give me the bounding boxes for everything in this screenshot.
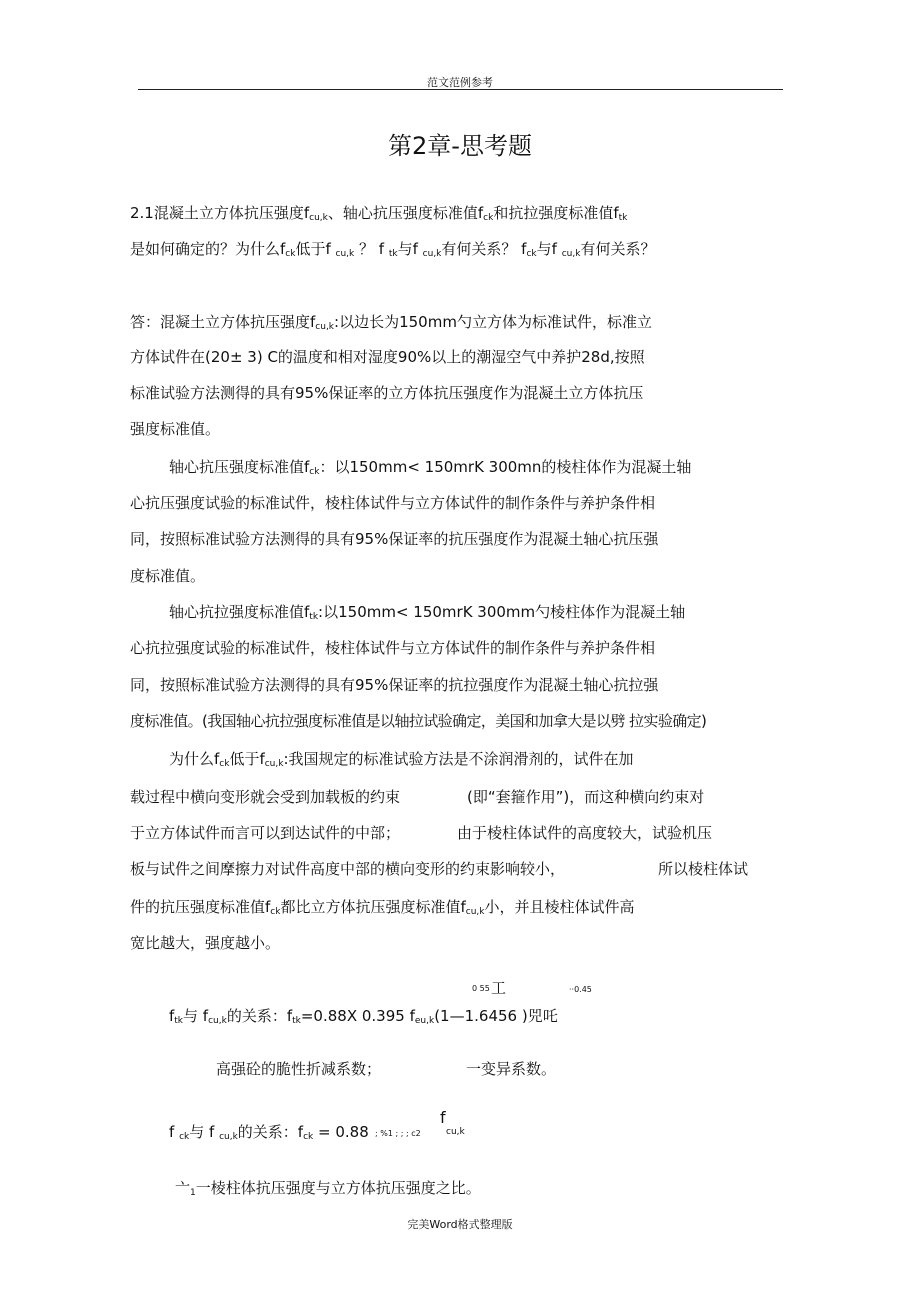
answer-p1-line-4: 强度标准值。: [130, 420, 221, 438]
answer-p3-line-2: 心抗拉强度试验的标准试件，棱柱体试件与立方体试件的制作条件与养护条件相: [130, 639, 656, 657]
answer-p4-line-4a: 板与试件之间摩擦力对试件高度中部的横向变形的约束影响较小，: [130, 860, 566, 878]
answer-p3-line-3: 同，按照标准试验方法测得的具有95%保证率的抗拉强度作为混凝土轴心抗拉强: [130, 676, 659, 694]
formula2-fraction-f: f: [440, 1108, 446, 1127]
answer-p4-line-4b: 所以棱柱体试: [658, 860, 749, 878]
formula2-line: f $_{ck}$与 f $_{cu,k}$的关系：$f_{ck} = 0.88$: [169, 1123, 369, 1142]
answer-p4-line-6: 宽比越大，强度越小。: [130, 934, 281, 952]
page-header: 范文范例参考: [427, 76, 493, 89]
answer-p4-line-2b: (即“套箍作用”)，而这种横向约束对: [467, 788, 705, 806]
answer-p2-line-2: 心抗压强度试验的标准试件，棱柱体试件与立方体试件的制作条件与养护条件相: [130, 494, 656, 512]
answer-p2-line-4: 度标准值。: [130, 567, 206, 585]
formula1-note-a: 高强砼的脆性折减系数；: [216, 1060, 382, 1078]
answer-p3-line-1: 轴心抗拉强度标准值$f_{tk}$:以150mm< 150mrK 300mm勺棱柱体作为混凝土轴: [169, 603, 686, 622]
formula1-note-b: 一变异系数。: [466, 1060, 557, 1078]
formula1-exponent-b: 工: [491, 979, 507, 997]
answer-p2-line-3: 同，按照标准试验方法测得的具有95%保证率的抗压强度作为混凝土轴心抗压强: [130, 530, 659, 548]
formula2-fraction-sub: cu,k: [446, 1127, 465, 1137]
question-line-1: 2.1混凝土立方体抗压强度$f_{cu,k}$、轴心抗压强度标准值$f_{ck}$和抗拉强度标准值$f_{tk}$: [130, 204, 628, 223]
answer-p1-line-1: 答：混凝土立方体抗压强度$f_{cu,k}$:以边长为150mm勺立方体为标准试件，标准立: [130, 313, 652, 332]
page-footer: 完美Word格式整理版: [407, 1218, 513, 1231]
answer-p2-line-1: 轴心抗压强度标准值$f_{ck}$：以150mm< 150mrK 300mn的棱柱体作为混凝土轴: [169, 458, 692, 477]
formula1-exponent-c: ··0.45: [569, 985, 592, 994]
answer-p3-line-4: 度标准值。(我国轴心抗拉强度标准值是以轴拉试验确定，美国和加拿大是以劈 拉实验确定): [130, 712, 707, 730]
answer-p4-line-3a: 于立方体试件而言可以到达试件的中部；: [130, 824, 401, 842]
question-line-2: 是如何确定的？为什么$f_{ck}$低于f $_{cu,k}$ ？ f $_{tk}$与f $_{cu,k}$有何关系？ $f_{ck}$与f $_{cu,k}$有何关系？: [130, 240, 656, 259]
answer-p4-line-3b: 由于棱柱体试件的高度较大，试验机压: [457, 824, 713, 842]
answer-p4-line-2a: 载过程中横向变形就会受到加载板的约束: [130, 788, 401, 806]
answer-p4-line-5: 件的抗压强度标准值$f_{ck}$都比立方体抗压强度标准值$f_{cu,k}$小，并且棱柱体试件高: [130, 898, 635, 917]
answer-p4-line-1: 为什么$f_{ck}$低于$f_{cu,k}$:我国规定的标准试验方法是不涂润滑剂的，试件在加: [169, 750, 634, 769]
formula2-artifact: ; %1 ; ; ; c2: [375, 1129, 421, 1138]
header-divider: [138, 89, 783, 90]
formula1-exponent-a: 0 55: [472, 984, 490, 993]
page-title: 第2章-思考题: [388, 132, 532, 160]
formula2-note: 亠$_1$一棱柱体抗压强度与立方体抗压强度之比。: [175, 1179, 481, 1198]
formula1-line: $f_{tk}$与 $f_{cu,k}$的关系：$f_{tk}=0.88X$ 0.395 $f_{eu,k}(1—1.6456$ )兕吒: [169, 1007, 558, 1026]
answer-p1-line-2: 方体试件在(20± 3) C的温度和相对湿度90%以上的潮湿空气中养护28d,按照: [130, 348, 645, 366]
answer-p1-line-3: 标准试验方法测得的具有95%保证率的立方体抗压强度作为混凝土立方体抗压: [130, 384, 644, 402]
